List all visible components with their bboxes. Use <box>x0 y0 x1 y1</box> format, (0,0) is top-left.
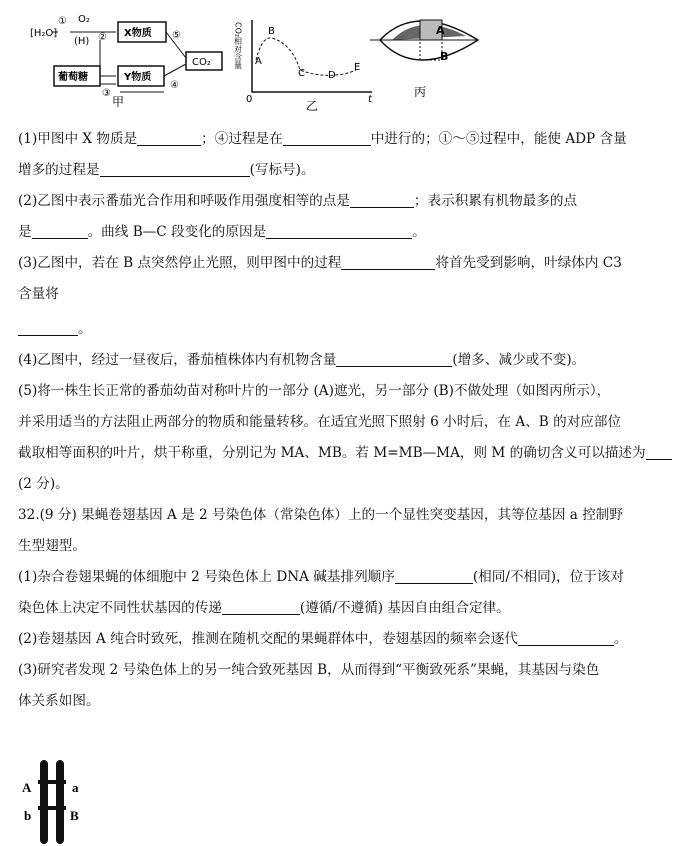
text-line-11 <box>18 438 666 469</box>
text-line-15 <box>18 562 666 593</box>
q3-text-e: 。 <box>78 321 92 337</box>
text-line-13 <box>18 500 666 531</box>
figure-jia <box>30 14 222 109</box>
yi-figure-label: 乙 <box>306 99 319 113</box>
yi-point-b: B <box>268 26 275 37</box>
jia-h-label: (H) <box>74 36 90 47</box>
text-line-18 <box>18 655 666 686</box>
figure-yi <box>234 20 374 113</box>
text-line-10 <box>18 407 666 438</box>
chromosome-band-2 <box>38 806 66 810</box>
q3-text-c: 含量将 <box>18 286 59 302</box>
q32-text-b: 生型翅型。 <box>18 538 86 554</box>
gene-label-left-top: A <box>22 780 32 795</box>
text-line-12 <box>18 469 666 500</box>
answer-blank-assortment[interactable] <box>222 598 300 615</box>
text-line-6 <box>18 279 666 310</box>
q32-2-text-b: 。 <box>613 631 628 647</box>
yi-point-e: E <box>354 62 361 73</box>
jia-h2o-label: [H₂O] <box>30 28 58 39</box>
q5-text-d: (2 分)。 <box>18 476 69 492</box>
jia-step1-label: ① <box>58 16 67 27</box>
figure-panel <box>0 0 677 125</box>
answer-blank-frequency[interactable] <box>518 629 614 646</box>
answer-blank-adp-process[interactable] <box>100 160 250 177</box>
gene-label-right-bottom: B <box>70 808 79 823</box>
answer-blank-m-meaning[interactable] <box>646 443 672 460</box>
yi-point-c: C <box>298 68 305 79</box>
text-line-3 <box>18 186 666 217</box>
q4-text-a: (4)乙图中，经过一昼夜后，番茄植株体内有机物含量 <box>18 352 337 368</box>
q4-text-b: (增多、减少或不变)。 <box>452 352 586 368</box>
answer-blank-affected-process[interactable] <box>341 253 435 270</box>
answer-blank-x-substance[interactable] <box>137 129 201 146</box>
yi-origin: 0 <box>246 94 253 105</box>
q32-1-text-a: (1)杂合卷翅果蝇的体细胞中 2 号染色体上 DNA 碱基排列顺序 <box>18 569 395 585</box>
text-line-16 <box>18 593 666 624</box>
yi-curve <box>256 38 356 75</box>
figure-bing <box>370 20 478 99</box>
q32-1-text-d: (遵循/不遵循) 基因自由组合定律。 <box>299 600 510 616</box>
jia-step5-label: ⑤ <box>172 30 181 41</box>
answer-blank-equal-point[interactable] <box>350 191 414 208</box>
jia-co2-text: CO₂ <box>192 57 211 68</box>
jia-y-text: Y物质 <box>124 72 152 83</box>
text-line-9 <box>18 376 666 407</box>
gene-label-right-top: a <box>72 780 79 795</box>
yi-point-a: A <box>255 56 262 67</box>
answer-blank-c3-content[interactable] <box>18 319 78 336</box>
answer-blank-max-point[interactable] <box>32 222 88 239</box>
q3-text-a: (3)乙图中，若在 B 点突然停止光照，则甲图中的过程 <box>18 255 342 271</box>
q1-text-c: 中进行的；①～⑤过程中，能使 ADP 含量 <box>370 131 627 147</box>
text-line-14 <box>18 531 666 562</box>
question-text <box>18 124 666 717</box>
q2-text-e: 。 <box>412 224 426 240</box>
q2-text-d: 。曲线 B—C 段变化的原因是 <box>87 224 267 240</box>
q5-text-a: (5)将一株生长正常的番茄幼苗对称叶片的一部分 (A)遮光，另一部分 (B)不做处理（如图丙所示）， <box>18 383 611 399</box>
q1-text-e: (写标号)。 <box>249 162 315 178</box>
q3-text-b: 将首先受到影响，叶绿体内 C3 <box>435 255 622 271</box>
q2-text-a: (2)乙图中表示番茄光合作用和呼吸作用强度相等的点是 <box>18 193 350 209</box>
q2-text-c: 是 <box>18 224 32 240</box>
q32-3-text-b: 体关系如图。 <box>18 693 100 709</box>
yi-xaxis: t <box>368 94 372 105</box>
yi-point-d: D <box>328 70 336 81</box>
text-line-1 <box>18 124 666 155</box>
chromosome-diagram <box>18 758 98 846</box>
q1-text-d: 增多的过程是 <box>18 162 100 178</box>
jia-x-text: X物质 <box>124 28 152 39</box>
q1-text-b: ；④过程是在 <box>201 131 283 147</box>
jia-figure-label: 甲 <box>112 95 125 109</box>
jia-glucose-text: 葡萄糖 <box>58 72 88 83</box>
jia-step3-label: ③ <box>102 88 111 99</box>
bing-label-b: B <box>440 50 449 63</box>
answer-blank-process4-site[interactable] <box>283 129 371 146</box>
bing-label-a: A <box>436 24 445 37</box>
chromosome-right <box>56 760 64 844</box>
jia-o2-label: O₂ <box>78 14 90 25</box>
q32-3-text-a: (3)研究者发现 2 号染色体上的另一纯合致死基因 B，从而得到“平衡致死系”果蝇，其基因与染色 <box>18 662 600 678</box>
text-line-2 <box>18 155 666 186</box>
gene-label-left-bottom: b <box>24 808 32 823</box>
jia-step2-label: ② <box>98 32 107 43</box>
q5-text-b: 并采用适当的方法阻止两部分的物质和能量转移。在适宜光照下照射 6 小时后，在 A、B 的对应部位 <box>18 414 622 430</box>
q32-2-text-a: (2)卷翅基因 A 纯合时致死，推测在随机交配的果蝇群体中，卷翅基因的频率会逐代 <box>18 631 518 647</box>
jia-step4-label: ④ <box>170 80 179 91</box>
text-line-19 <box>18 686 666 717</box>
answer-blank-organic-content[interactable] <box>336 350 452 367</box>
q32-text-a: 32.(9 分) 果蝇卷翅基因 A 是 2 号染色体（常染色体）上的一个显性突变基因，其等位基因 a 控制野 <box>18 507 623 523</box>
q1-text-a: (1)甲图中 X 物质是 <box>18 131 138 147</box>
text-line-7 <box>18 314 666 345</box>
answer-blank-bc-reason[interactable] <box>266 222 412 239</box>
text-line-5 <box>18 248 666 279</box>
q32-1-text-b: (相同/不相同)，位于该对 <box>472 569 624 585</box>
yi-ylabel: CO₂相对含量 <box>233 22 243 70</box>
q5-text-c: 截取相等面积的叶片，烘干称重，分别记为 MA、MB。若 M=MB—MA，则 M 的确切含义可以描述为 <box>18 445 646 461</box>
answer-blank-sequence[interactable] <box>395 567 473 584</box>
bing-figure-label: 丙 <box>414 85 427 99</box>
text-line-8 <box>18 345 666 376</box>
text-line-4 <box>18 217 666 248</box>
text-line-17 <box>18 624 666 655</box>
chromosome-band-1 <box>38 780 66 784</box>
q32-1-text-c: 染色体上决定不同性状基因的传递 <box>18 600 222 616</box>
q2-text-b: ；表示积累有机物最多的点 <box>413 193 578 209</box>
chromosome-left <box>40 760 48 844</box>
